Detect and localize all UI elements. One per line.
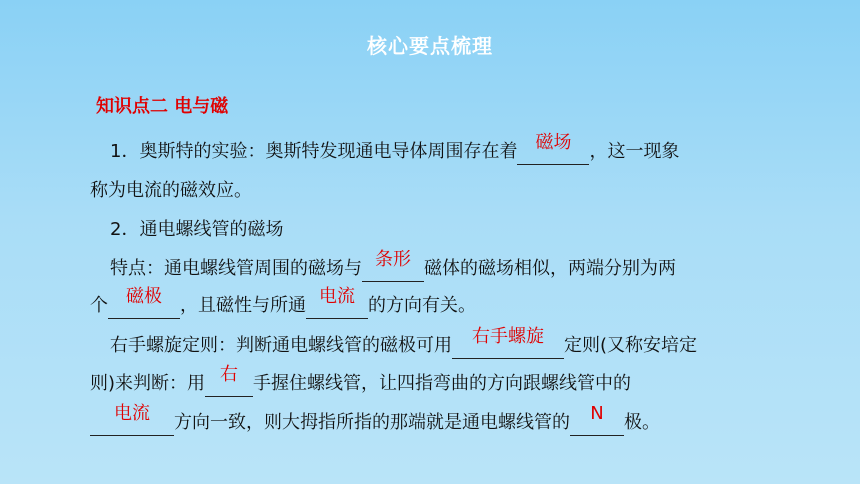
answer-text: 右 [220,364,239,385]
text-segment: 1．奥斯特的实验：奥斯特发现通电导体周围存在着 [110,141,518,162]
section-heading: 知识点二 电与磁 [96,96,229,117]
text-segment: 方向一致，则大拇指所指的那端就是通电螺线管的 [174,412,570,433]
paragraph-line-8 [90,403,660,436]
answer-text: 条形 [375,249,411,270]
paragraph-line-3 [90,217,283,243]
paragraph-line-1 [90,132,680,165]
answer-text: 电流 [319,286,355,307]
text-segment: ，且磁性与所通 [180,295,306,316]
paragraph-line-5 [90,286,476,319]
text-segment: 的方向有关。 [368,295,476,316]
answer-blank [452,326,564,359]
text-segment: 2．通电螺线管的磁场 [110,219,284,240]
answer-blank [205,364,253,397]
text-segment: 个 [90,295,108,316]
paragraph-line-4 [90,249,676,282]
answer-blank [570,403,624,436]
answer-blank [90,403,174,436]
answer-text: N [590,403,604,424]
page-title: 核心要点梳理 [367,34,493,58]
answer-text: 磁场 [535,132,572,153]
paragraph-line-2 [90,178,252,204]
text-segment: ，这一现象 [589,141,680,162]
answer-text: 右手螺旋 [472,326,544,347]
answer-text: 磁极 [126,286,162,307]
paragraph-line-7 [90,364,632,397]
answer-blank [306,286,368,319]
text-segment: 则)来判断：用 [90,373,206,394]
text-segment: 极。 [624,412,660,433]
answer-blank [362,249,424,282]
text-segment: 特点：通电螺线管周围的磁场与 [110,258,362,279]
paragraph-line-6 [90,326,698,359]
text-segment: 称为电流的磁效应。 [90,180,252,201]
answer-text: 电流 [114,403,150,424]
text-segment: 磁体的磁场相似，两端分别为两 [424,258,676,279]
answer-blank [108,286,180,319]
text-segment: 定则(又称安培定 [564,335,698,356]
text-segment: 右手螺旋定则：判断通电螺线管的磁极可用 [110,335,452,356]
answer-blank [517,132,589,165]
text-segment: 手握住螺线管，让四指弯曲的方向跟螺线管中的 [253,373,632,394]
